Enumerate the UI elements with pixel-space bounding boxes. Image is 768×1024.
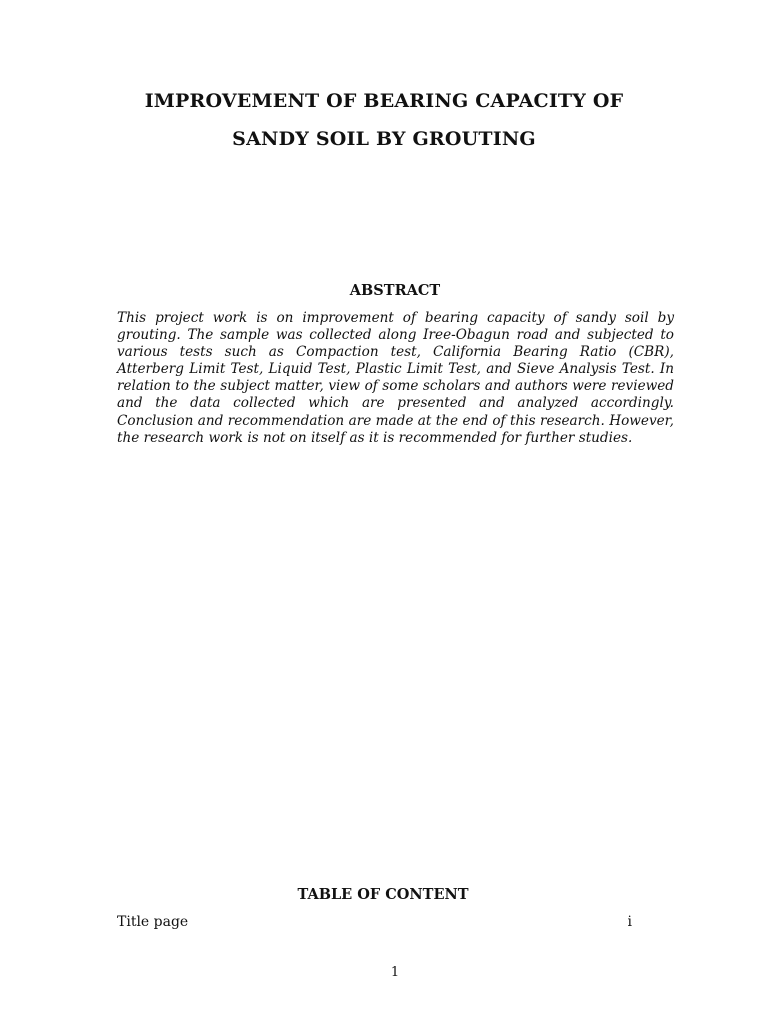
toc-entry-page: i	[627, 914, 632, 930]
toc-heading: TABLE OF CONTENT	[297, 886, 469, 903]
abstract-heading: ABSTRACT	[349, 282, 441, 299]
document-title-line-2: SANDY SOIL BY GROUTING	[232, 128, 536, 150]
page-number: 1	[390, 965, 400, 980]
abstract-body: This project work is on improvement of bearing capacity of sandy soil by grouting. The sample was collected along Iree-Obagun road and subjected to various tests such as Compaction test, California Bearing Ratio (CBR), Atterberg Limit Test, Liquid Test, Plastic Limit Test, and Sieve Analysis Test. In relation to the subject matter, view of some scholars and authors were reviewed and the data collected which are presented and analyzed accordingly. Conclusion and recommendation are made at the end of this research. However, the research work is not on itself as it is recommended for further studies.	[117, 310, 674, 446]
document-title-line-1: IMPROVEMENT OF BEARING CAPACITY OF	[144, 90, 624, 112]
toc-entry-label: Title page	[117, 914, 189, 930]
